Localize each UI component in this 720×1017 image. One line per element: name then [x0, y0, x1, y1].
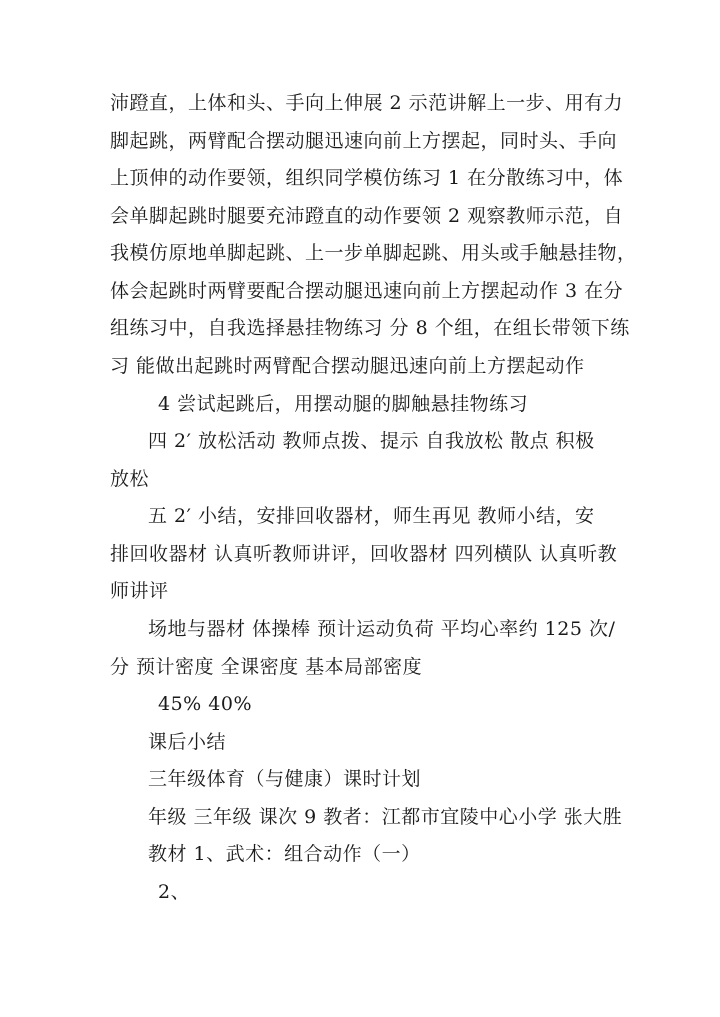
text-line-2: 脚起跳，两臂配合摆动腿迅速向前上方摆起，同时头、手向	[110, 130, 618, 152]
text-line-16: 分 预计密度 全课密度 基本局部密度	[110, 656, 423, 678]
text-line-11: 放松	[110, 468, 150, 490]
text-line-15: 场地与器材 体操棒 预计运动负荷 平均心率约 125 次/	[148, 618, 616, 640]
text-line-17: 45% 40%	[158, 693, 253, 715]
text-line-21: 教材 1、武术：组合动作（一）	[148, 843, 421, 865]
text-line-19: 三年级体育（与健康）课时计划	[148, 768, 422, 790]
text-line-10: 四 2′ 放松活动 教师点拨、提示 自我放松 散点 积极	[148, 430, 595, 452]
text-line-8: 习 能做出起跳时两臂配合摆动腿迅速向前上方摆起动作	[110, 355, 585, 377]
text-line-14: 师讲评	[110, 580, 169, 602]
text-line-22: 2、	[158, 881, 191, 903]
text-line-5: 我模仿原地单脚起跳、上一步单脚起跳、用头或手触悬挂物，	[110, 242, 637, 264]
text-line-18: 课后小结	[148, 731, 227, 753]
text-line-7: 组练习中，自我选择悬挂物练习 分 8 个组，在组长带领下练	[110, 317, 630, 339]
text-line-4: 会单脚起跳时腿要充沛蹬直的动作要领 2 观察教师示范，自	[110, 205, 624, 227]
text-line-6: 体会起跳时两臂要配合摆动腿迅速向前上方摆起动作 3 在分	[110, 280, 624, 302]
text-line-20: 年级 三年级 课次 9 教者：江都市宜陵中心小学 张大胜	[148, 806, 623, 828]
text-line-1: 沛蹬直，上体和头、手向上伸展 2 示范讲解上一步、用有力	[110, 92, 624, 114]
text-line-12: 五 2′ 小结，安排回收器材，师生再见 教师小结，安	[148, 505, 595, 527]
text-line-9: 4 尝试起跳后，用摆动腿的脚触悬挂物练习	[158, 393, 529, 415]
text-line-3: 上顶伸的动作要领，组织同学模仿练习 1 在分散练习中，体	[110, 167, 624, 189]
text-line-13: 排回收器材 认真听教师讲评，回收器材 四列横队 认真听教	[110, 543, 618, 565]
